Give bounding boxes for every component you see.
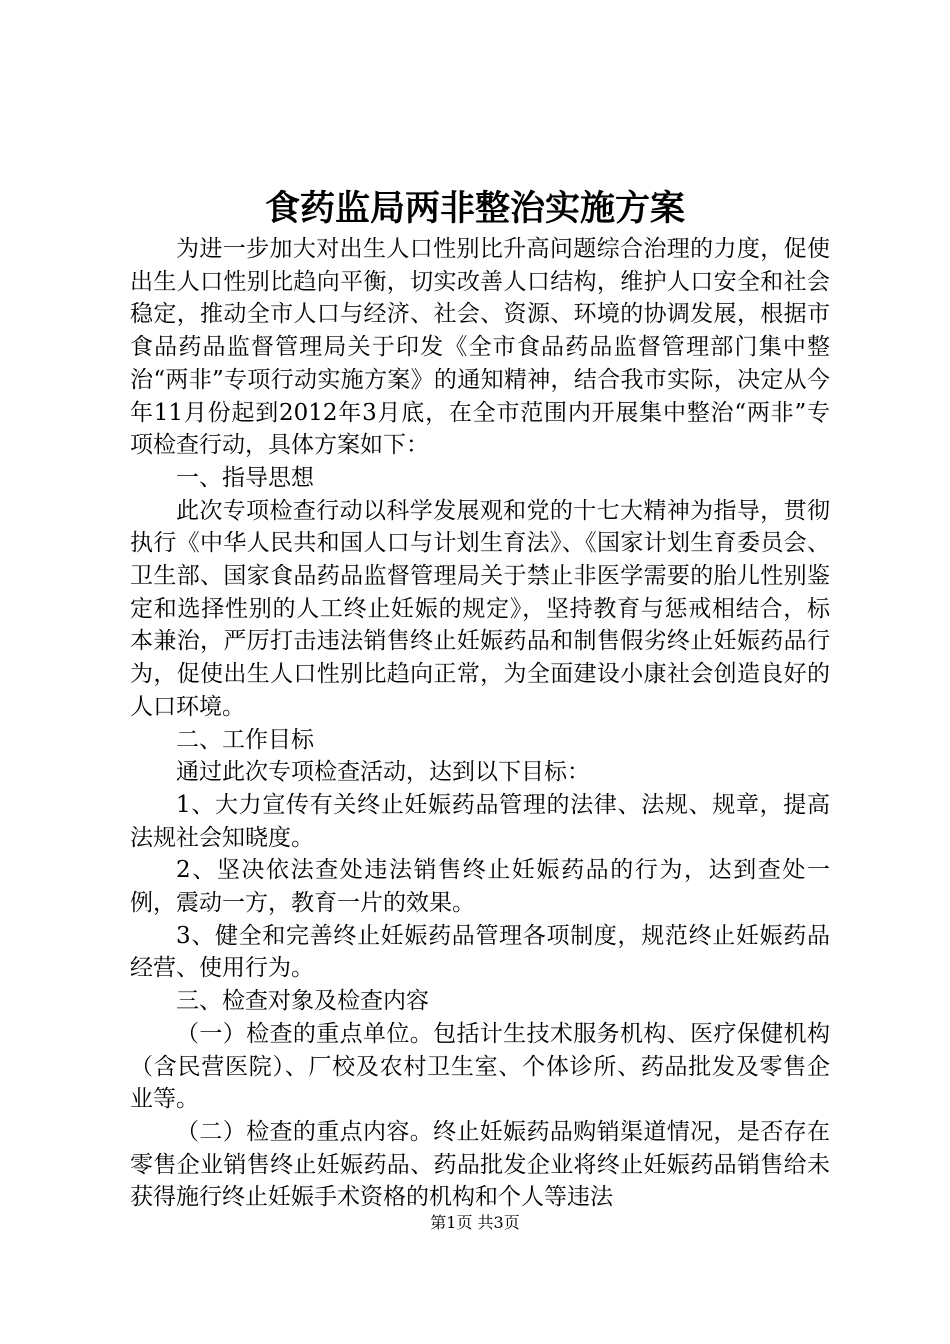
paragraph-goals-intro: 通过此次专项检查活动，达到以下目标：: [176, 759, 590, 786]
section-heading-guiding-ideology: 一、指导思想: [176, 464, 314, 491]
page-footer: 第1页 共3页: [430, 1213, 520, 1232]
paragraph-guiding-ideology: 此次专项检查行动以科学发展观和党的十七大精神为指导，贯彻执行《中华人民共和国人口与计划生育法》、《国家计划生育委员会、卫生部、国家食品药品监督管理局关于禁止非医学需要的胎儿性别鉴定和选择性别的人工终止妊娠的规定》，坚持教育与惩戒相结合，标本兼治，严厉打击违法销售终止妊娠药品和制售假劣终止妊娠药品行为，促使出生人口性别比趋向正常，为全面建设小康社会创造良好的人口环境。: [130, 497, 830, 720]
section-heading-inspection: 三、检查对象及检查内容: [176, 988, 429, 1015]
document-body: [130, 233, 830, 1214]
paragraph-inspection-units: （一）检查的重点单位。包括计生技术服务机构、医疗保健机构（含民营医院）、厂校及农村卫生室、个体诊所、药品批发及零售企业等。: [130, 1020, 830, 1113]
paragraph-goal-2: 2、坚决依法查处违法销售终止妊娠药品的行为，达到查处一例，震动一方，教育一片的效果。: [130, 857, 830, 917]
section-heading-work-goals: 二、工作目标: [176, 726, 314, 753]
paragraph-goal-1: 1、大力宣传有关终止妊娠药品管理的法律、法规、规章，提高法规社会知晓度。: [130, 791, 830, 851]
paragraph-inspection-content: （二）检查的重点内容。终止妊娠药品购销渠道情况，是否存在零售企业销售终止妊娠药品、药品批发企业将终止妊娠药品销售给未获得施行终止妊娠手术资格的机构和个人等违法: [130, 1118, 830, 1211]
paragraph-goal-3: 3、健全和完善终止妊娠药品管理各项制度，规范终止妊娠药品经营、使用行为。: [130, 922, 830, 982]
paragraph-intro: 为进一步加大对出生人口性别比升高问题综合治理的力度，促使出生人口性别比趋向平衡，切实改善人口结构，维护人口安全和社会稳定，推动全市人口与经济、社会、资源、环境的协调发展，根据市食品药品监督管理局关于印发《全市食品药品监督管理部门集中整治“两非”专项行动实施方案》的通知精神，结合我市实际，决定从今年11月份起到2012年3月底，在全市范围内开展集中整治“两非”专项检查行动，具体方案如下：: [130, 236, 830, 459]
document-title: 食药监局两非整治实施方案: [264, 188, 685, 229]
